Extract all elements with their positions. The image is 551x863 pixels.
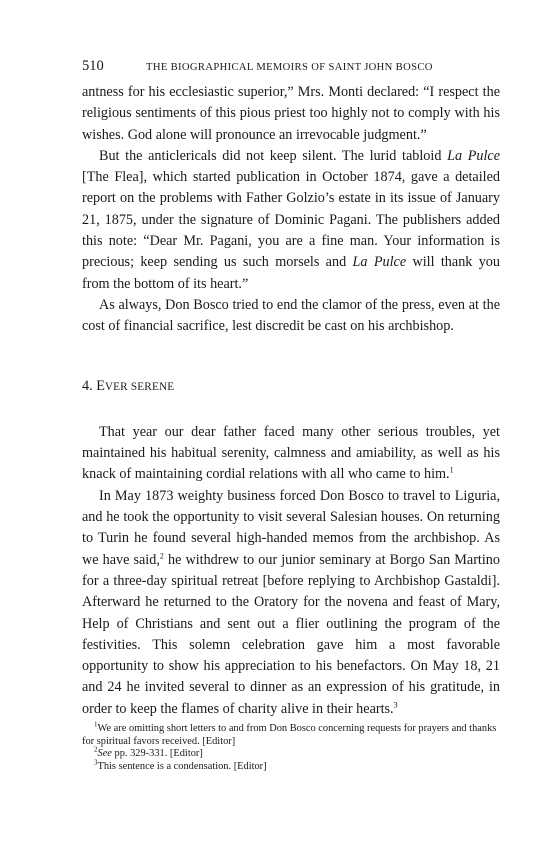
paragraph-may-1873: In May 1873 weighty business forced Don Bosco to travel to Liguria, and he took the opportunity to visit several Salesian houses. On returning to Turin he found several high-handed memos from the archbishop. As we have said,$^2$ he withdrew to our junior seminary at Borgo San Martino for a three-day spiritual retreat [before replying to Archbishop Gastaldi]. Afterward he returned to the Oratory for the novena and feast of Mary, Help of Christians and sent out a flier outlining the program of the festivities. This solemn celebration gave him a most favorable opportunity to show his appreciation to his benefactors. On May 18, 21 and 24 he invited several to dinner as an expression of his gratitude, in order to keep the flames of charity alive in their hearts.$^3$ (82, 487, 500, 717)
footnote-ref: 1 (449, 465, 454, 475)
paragraph-continued: antness for his ecclesiastic superior,” Mrs. Monti declared: “I respect the religious sentiments of this pious priest too highly not to comply with his wishes. God alone will pronounce an irrevocable judgment.” (82, 84, 500, 143)
footnote: $^3$This sentence is a condensation. [Editor] (94, 758, 267, 772)
publication-title: La Pulce (447, 147, 500, 164)
book-page (82, 58, 500, 773)
paragraph-press: As always, Don Bosco tried to end the clamor of the press, even at the cost of financial sacrifice, lest discredit be cast on his archbishop. (82, 296, 500, 335)
page-number: 510 (82, 58, 104, 74)
publication-title: La Pulce (352, 254, 407, 271)
footnote-ref: 2 (159, 550, 164, 560)
body-text (82, 82, 500, 720)
footnotes (82, 720, 500, 773)
page-header (82, 58, 500, 82)
footnote-ref: 3 (393, 699, 398, 709)
footnote: $^2$See pp. 329-331. [Editor] (94, 745, 203, 760)
paragraph-la-pulce: But the anticlericals did not keep silent. The lurid tabloid La Pulce [The Flea], which started publication in October 1874, gave a detailed report on the problems with Father Golzio’s estate in its issue of January 21, 1875, under the signature of Dominic Pagani. The publishers added this note: “Dear Mr. Pagani, you are a fine man. Your information is precious; keep sending us such morsels and La Pulce will thank you from the bottom of its heart.” (82, 147, 500, 292)
running-head: THE BIOGRAPHICAL MEMOIRS OF SAINT JOHN BOSCO (146, 62, 433, 73)
section-heading: 4. EVER SERENE (82, 377, 175, 394)
paragraph-serenity: That year our dear father faced many other serious troubles, yet maintained his habitual serenity, calmness and amiability, as well as his knack of maintaining cordial relations with all who came to him.$^1$ (82, 423, 500, 483)
footnote: $^1$We are omitting short letters to and from Don Bosco concerning requests for prayers and thanks for spiritual favors received. [Editor] (82, 720, 497, 747)
